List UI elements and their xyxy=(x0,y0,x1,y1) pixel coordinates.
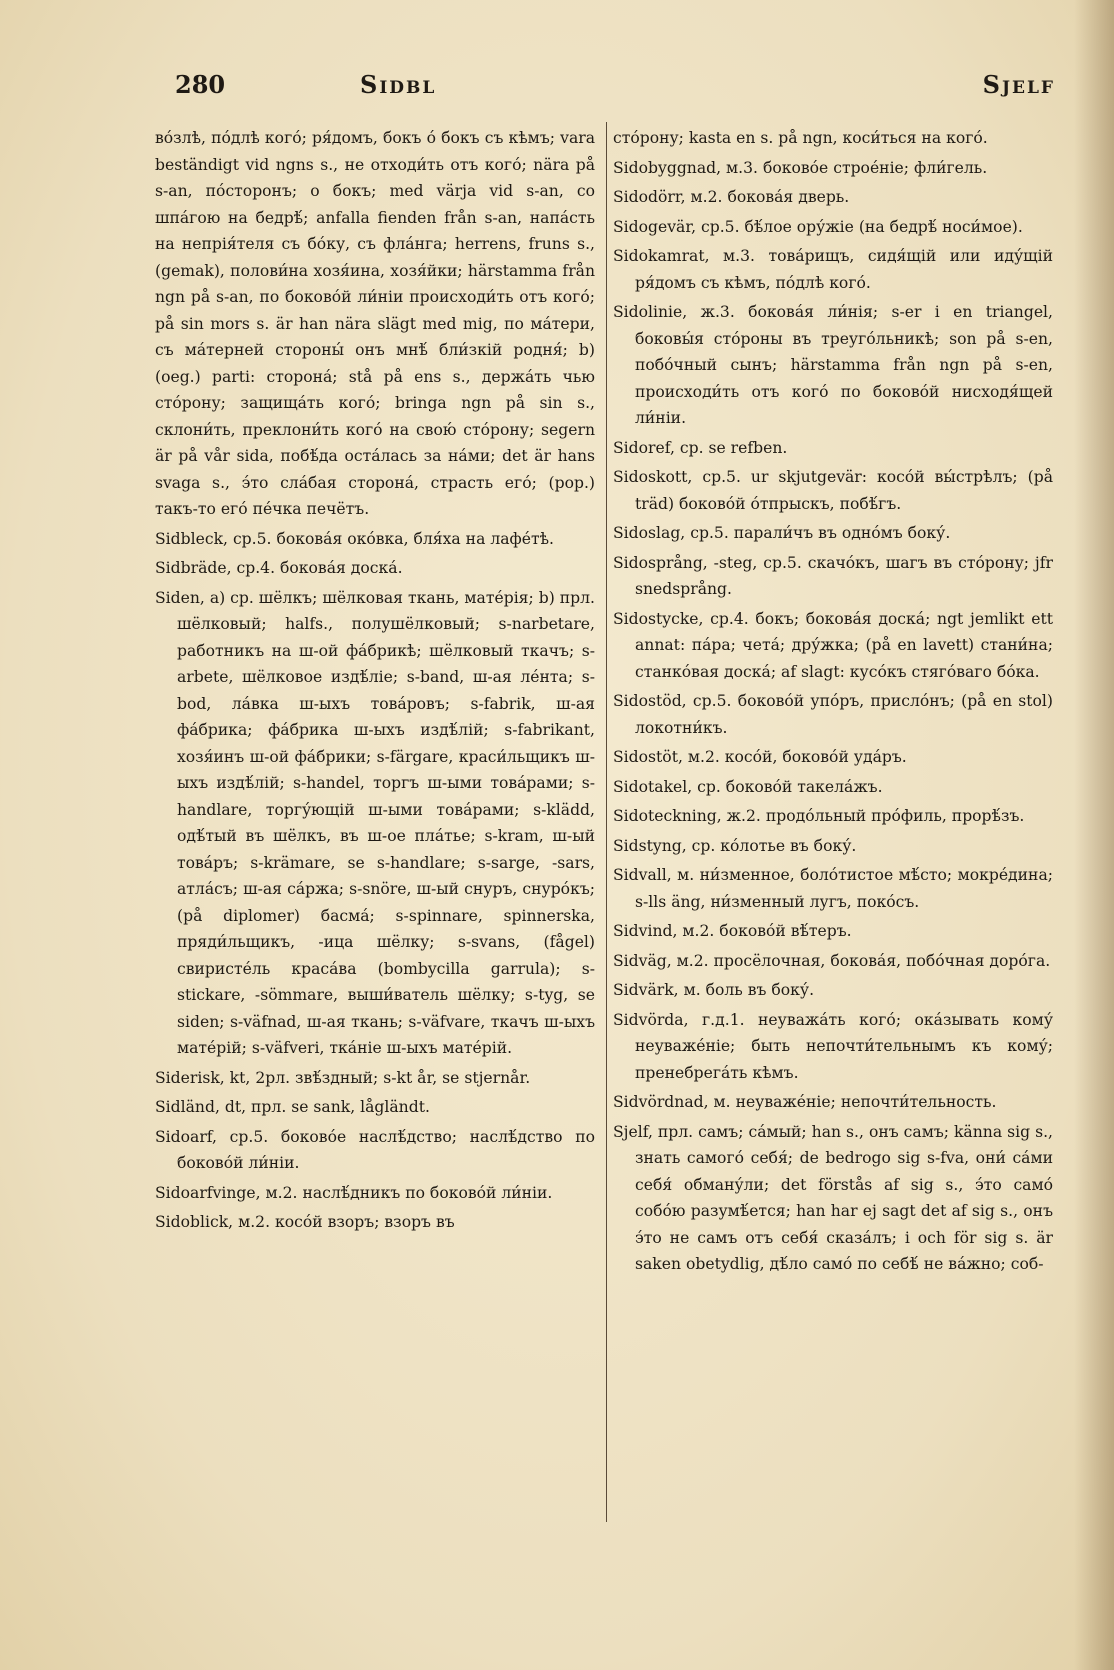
entry-sidobyggnad: Sidobyggnad, м.3. боково́е строе́ніе; фли́гель. xyxy=(613,158,988,177)
entry-sidstyng: Sidstyng, ср. ко́лотье въ боку́. xyxy=(613,836,857,855)
entry-sidbrade: Sidbräde, ср.4. бокова́я доска́. xyxy=(155,559,403,577)
entry-sidvark: Sidvärk, м. боль въ боку́. xyxy=(613,981,815,999)
entry-sidodorr: Sidodörr, м.2. бокова́я дверь. xyxy=(613,188,850,206)
entry-sidoskott: Sidoskott, ср.5. ur skjutgevär: косо́й вы́стрѣлъ; (på träd) боково́й о́тпрыскъ, побѣ́гъ. xyxy=(613,468,1053,513)
entry-sidogevar: Sidogevär, ср.5. бѣ́лое ору́жіе (на бедрѣ́ носи́мое). xyxy=(613,217,1023,236)
entry-sidotakel: Sidotakel, ср. боково́й такела́жъ. xyxy=(613,777,883,796)
entry-sidostod: Sidostöd, ср.5. боково́й упо́ръ, присло́нъ; (på en stol) локотни́къ. xyxy=(613,692,1053,737)
entry-sidvordnad: Sidvördnad, м. неуваже́ніе; непочти́тельность. xyxy=(613,1093,997,1111)
entry-sidostot: Sidostöt, м.2. косо́й, боково́й уда́ръ. xyxy=(613,748,907,766)
entry-continuation: сто́рону; kasta en s. på ngn, коси́ться на кого́. xyxy=(613,129,988,147)
entry-sidoteckning: Sidoteckning, ж.2. продо́льный про́филь, прорѣ́зъ. xyxy=(613,807,1025,825)
entry-sidostycke: Sidostycke, ср.4. бокъ; бокова́я доска́; ngt jemlikt ett annat: па́ра; чета́; дру́жка; (på en lavett) стани́на; станко́вая доска́; af slagt: кусо́къ стяго́ваго бо́ка. xyxy=(613,609,1053,681)
page-header xyxy=(175,70,1055,110)
entry-sidoslag: Sidoslag, ср.5. парали́чъ въ одно́мъ боку́. xyxy=(613,524,951,542)
entry-sidolinie: Sidolinie, ж.3. бокова́я ли́нія; s-er i en triangel, боковы́я сто́роны въ треуго́льникѣ; son på s-en, побо́чный сынъ; härstamma från ngn på s-en, происходи́ть отъ кого́ по боково́й нисходя́щей ли́ніи. xyxy=(613,303,1053,427)
page-number: 280 xyxy=(175,70,226,99)
entry-siden: Siden, а) ср. шёлкъ; шёлковая ткань, мате́рія; b) прл. шёлковый; halfs., полушёлковый; s-narbetare, работникъ на ш-ой фа́брикѣ; шёлковый ткачъ; s-arbete, шёлковое издѣ́ліе; s-band, ш-ая ле́нта; s-bod, ла́вка ш-ыхъ това́ровъ; s-fabrik, ш-ая фа́брика; фа́брика ш-ыхъ издѣ́лій; s-fabrikant, хозя́инъ ш-ой фа́брики; s-färgare, краси́льщикъ ш-ыхъ издѣ́лій; s-handel, торгъ ш-ыми това́рами; s-handlare, торгу́ющій ш-ыми това́рами; s-klädd, одѣ́тый въ шёлкъ, въ ш-ое пла́тье; s-kram, ш-ый това́ръ; s-krämare, se s-handlare; s-sarge, -sars, атла́съ; ш-ая са́ржа; s-snöre, ш-ый снуръ, снуро́къ; (på diplomer) басма́; s-spinnare, spinnerska, пряди́льщикъ, -ица шёлку; s-svans, (fågel) свиристе́ль краса́ва (bombycilla garrula); s-stickare, -sömmare, выши́ватель шёлку; s-tyg, se siden; s-väfnad, ш-ая ткань; s-väfvare, ткачъ ш-ыхъ мате́рій; s-väfveri, тка́ніе ш-ыхъ мате́рій. xyxy=(155,588,595,1057)
entry-sidvind: Sidvind, м.2. боково́й вѣ́теръ. xyxy=(613,922,852,940)
entry-sidvorda: Sidvörda, г.д.1. неуважа́ть кого́; ока́зывать кому́ неуваже́ніе; быть непочти́тельнымъ къ кому́; пренебрега́ть кѣмъ. xyxy=(613,1010,1053,1082)
guide-word-right: Sjelf xyxy=(982,70,1055,99)
entry-sidoarf: Sidoarf, ср.5. боково́е наслѣ́дство; наслѣ́дство по боково́й ли́ніи. xyxy=(155,1127,595,1172)
column-divider xyxy=(606,122,607,1522)
entry-sidland: Sidländ, dt, прл. se sank, lågländt. xyxy=(155,1098,430,1116)
entry-sidoref: Sidoref, ср. se refben. xyxy=(613,438,788,457)
left-column xyxy=(155,125,595,1535)
page-edge-shadow xyxy=(1074,0,1114,1670)
entry-sidokamrat: Sidokamrat, м.3. това́рищъ, сидя́щій или иду́щій ря́домъ съ кѣмъ, по́длѣ кого́. xyxy=(613,247,1053,292)
entry-sidosprang: Sidosprång, -steg, ср.5. скачо́къ, шагъ въ сто́рону; jfr snedsprång. xyxy=(613,553,1053,598)
entry-sidvag: Sidväg, м.2. просёлочная, бокова́я, побо́чная доро́га. xyxy=(613,951,1051,970)
entry-sidoarfvinge: Sidoarfvinge, м.2. наслѣ́дникъ по боково́й ли́ніи. xyxy=(155,1183,553,1202)
entry-siderisk: Siderisk, kt, 2рл. звѣ́здный; s-kt år, se stjernår. xyxy=(155,1068,531,1087)
entry-sidbleck: Sidbleck, ср.5. бокова́я око́вка, бля́ха на лафе́тѣ. xyxy=(155,529,554,548)
guide-word-left: Sidbl xyxy=(360,70,437,99)
right-column xyxy=(613,125,1053,1535)
entry-continuation: во́злѣ, по́длѣ кого́; ря́домъ, бокъ о́ бокъ съ кѣмъ; vara beständigt vid ngns s., не отходи́ть отъ кого́; nära på s-an, по́сторонъ; о бокъ; med värja vid s-an, со шпа́гою на бедрѣ́; anfalla fienden från s-an, напа́сть на непрія́теля съ бо́ку, съ фла́нга; herrens, fruns s., (gemak), полови́на хозя́ина, хозя́йки; härstamma från ngn på s-an, по боково́й ли́ніи происходи́ть отъ кого́; på sin mors s. är han nära slägt med mig, по ма́тери, съ ма́терней стороны́ онъ мнѣ́ бли́зкій родня́; b) (oeg.) parti: сторона́; stå på ens s., держа́ть чью сто́рону; защища́ть кого́; bringa ngn på sin s., склони́ть, преклони́ть кого́ на свою́ сто́рону; segern är på vår sida, побѣ́да оста́лась за на́ми; det är hans svaga s., э́то сла́бая сторона́, страсть его́; (pop.) такъ-то его́ пе́чка печётъ. xyxy=(155,129,595,518)
entry-sidoblick: Sidoblick, м.2. косо́й взоръ; взоръ въ xyxy=(155,1213,455,1231)
entry-sjelf: Sjelf, прл. самъ; са́мый; han s., онъ самъ; känna sig s., знать самого́ себя́; de bedrogo sig s-fva, они́ са́ми себя́ обману́ли; det förstås af sig s., э́то само́ собо́ю разумѣ́ется; han har ej sagt det af sig s., онъ э́то не самъ отъ себя́ сказа́лъ; i och för sig s. är saken obetydlig, дѣ́ло само́ по себѣ́ не ва́жно; соб- xyxy=(613,1122,1053,1273)
entry-sidvall: Sidvall, м. ни́зменное, боло́тистое мѣ́сто; мокре́дина; s-lls äng, ни́зменный лугъ, поко́съ. xyxy=(613,866,1053,911)
